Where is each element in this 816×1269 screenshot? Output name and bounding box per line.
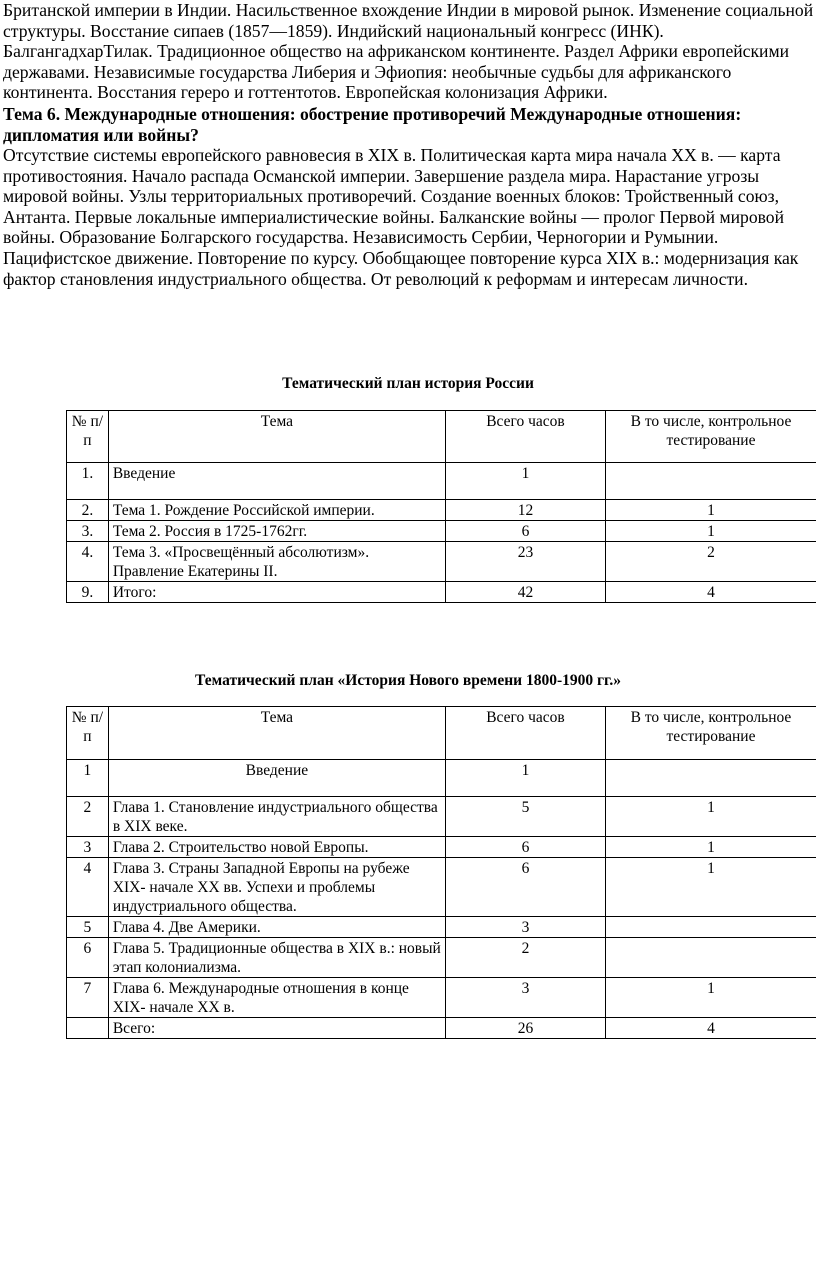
row-hours: 6: [445, 521, 605, 542]
table-row: [67, 938, 816, 978]
row-test: [605, 938, 816, 978]
row-topic: Глава 3. Страны Западной Европы на рубеже XIX- начале XX вв. Успехи и проблемы индустриального общества.: [108, 858, 445, 917]
table-row: [67, 463, 816, 500]
table-header-row: [67, 707, 816, 760]
row-test: 1: [605, 978, 816, 1018]
row-num: 9.: [67, 582, 109, 603]
row-test: 4: [605, 582, 816, 603]
row-test: 1: [605, 521, 816, 542]
row-hours: 42: [445, 582, 605, 603]
table-row: [67, 760, 816, 797]
row-topic: Глава 6. Международные отношения в конце XIX- начале XX в.: [108, 978, 445, 1018]
row-topic: Глава 2. Строительство новой Европы.: [108, 837, 445, 858]
row-hours: 1: [445, 760, 605, 797]
table-row: [67, 978, 816, 1018]
row-topic: Тема 1. Рождение Российской империи.: [108, 500, 445, 521]
header-hours: Всего часов: [445, 707, 605, 760]
table-row: [67, 837, 816, 858]
row-test: [605, 463, 816, 500]
row-hours: 1: [445, 463, 605, 500]
row-hours: 3: [445, 917, 605, 938]
header-topic: Тема: [108, 411, 445, 463]
row-num: 2.: [67, 500, 109, 521]
row-test: 1: [605, 858, 816, 917]
row-num: 1.: [67, 463, 109, 500]
header-test: В то числе, контрольное тестирование: [605, 707, 816, 760]
plan-new-history-title: Тематический план «История Нового времени 1800-1900 гг.»: [195, 672, 621, 689]
row-topic: Глава 1. Становление индустриального общества в XIX веке.: [108, 797, 445, 837]
row-num: 6: [67, 938, 109, 978]
row-topic: Всего:: [108, 1018, 445, 1039]
row-hours: 12: [445, 500, 605, 521]
header-num: № п/п: [67, 707, 109, 760]
row-topic: Введение: [108, 760, 445, 797]
row-num: 3: [67, 837, 109, 858]
row-test: 1: [605, 797, 816, 837]
row-topic: Глава 4. Две Америки.: [108, 917, 445, 938]
table-header-row: [67, 411, 816, 463]
row-test: 4: [605, 1018, 816, 1039]
header-test: В то числе, контрольное тестирование: [605, 411, 816, 463]
row-topic: Введение: [108, 463, 445, 500]
table-row: [67, 582, 816, 603]
table-row: [67, 917, 816, 938]
row-hours: 2: [445, 938, 605, 978]
row-num: 2: [67, 797, 109, 837]
row-num: 5: [67, 917, 109, 938]
row-num: 4.: [67, 542, 109, 582]
header-num: № п/п: [67, 411, 109, 463]
table-row: [67, 858, 816, 917]
table-row: [67, 521, 816, 542]
row-hours: 6: [445, 837, 605, 858]
row-test: 1: [605, 500, 816, 521]
topic-6-heading: Тема 6. Международные отношения: обострение противоречий Международные отношения: дипломатия или войны?: [3, 104, 742, 145]
row-hours: 3: [445, 978, 605, 1018]
header-hours: Всего часов: [445, 411, 605, 463]
row-hours: 5: [445, 797, 605, 837]
row-topic: Итого:: [108, 582, 445, 603]
row-topic: Тема 2. Россия в 1725-1762гг.: [108, 521, 445, 542]
topic-6-body: Отсутствие системы европейского равновесия в XIX в. Политическая карта мира начала XX в. — карта противостояния. Начало распада Османской империи. Завершение раздела мира. Нарастание угрозы мировой войны. Узлы территориальных противоречий. Создание военных блоков: Тройственный союз, Антанта. Первые локальные империалистические войны. Балканские войны — пролог Первой мировой войны. Образование Болгарского государства. Независимость Сербии, Черногории и Румынии. Пацифистское движение. Повторение по курсу. Обобщающее повторение курса XIX в.: модернизация как фактор становления индустриального общества. От революций к реформам и интересам личности.: [3, 145, 799, 289]
row-topic: Глава 5. Традиционные общества в XIX в.: новый этап колониализма.: [108, 938, 445, 978]
plan-russia-table: [66, 410, 816, 603]
table-row: [67, 797, 816, 837]
row-test: 1: [605, 837, 816, 858]
row-hours: 6: [445, 858, 605, 917]
header-topic: Тема: [108, 707, 445, 760]
row-num: 7: [67, 978, 109, 1018]
plan-new-history-table: [66, 706, 816, 1039]
row-test: [605, 917, 816, 938]
row-num: [67, 1018, 109, 1039]
row-num: 4: [67, 858, 109, 917]
row-test: 2: [605, 542, 816, 582]
row-test: [605, 760, 816, 797]
row-hours: 26: [445, 1018, 605, 1039]
table-row: [67, 500, 816, 521]
intro-paragraph: Британской империи в Индии. Насильственное вхождение Индии в мировой рынок. Изменение социальной структуры. Восстание сипаев (1857—1859). Индийский национальный конгресс (ИНК). БалгангадхарТилак. Традиционное общество на африканском континенте. Раздел Африки европейскими державами. Независимые государства Либерия и Эфиопия: необычные судьбы для африканского континента. Восстания гереро и готтентотов. Европейская колонизация Африки.: [3, 0, 814, 103]
row-num: 3.: [67, 521, 109, 542]
table-row: [67, 542, 816, 582]
row-hours: 23: [445, 542, 605, 582]
row-topic: Тема 3. «Просвещённый абсолютизм». Правление Екатерины II.: [108, 542, 445, 582]
table-row: [67, 1018, 816, 1039]
plan-russia-title: Тематический план история России: [282, 375, 534, 392]
row-num: 1: [67, 760, 109, 797]
